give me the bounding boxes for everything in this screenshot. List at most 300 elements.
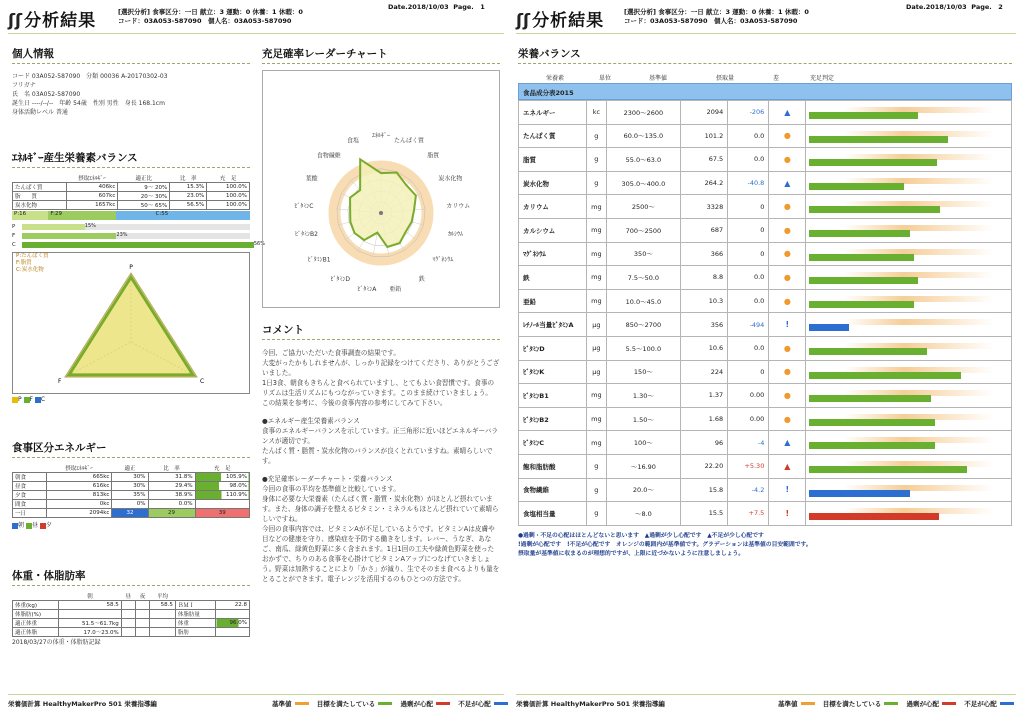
pfc-rows [12,222,265,249]
comment-paragraph: 食事のエネルギーバランスを示しています。正三角形に近いほどエネルギーバランスが適切です。 [262,427,498,445]
nutrient-bar-cell [806,360,1012,384]
nutrient-row [519,336,1012,360]
nutrient-unit: g [586,171,606,195]
comment-paragraph: 今回、ご協力いただいた食事調査の結果です。 [262,349,400,357]
judge-icon: ▲ [784,438,791,448]
header-cell: 比 率 [148,464,195,473]
table-cell: 0kc [46,500,112,509]
nutrient-intake: 15.5 [680,502,727,526]
table-cell [150,619,176,628]
table-row [13,201,250,210]
table-cell: 29.4% [148,482,195,491]
table-cell: 665kc [46,473,112,482]
nutrition-note: !過剰が心配です !不足が心配です オレンジの範囲内が基準値です。グラデーションは基準値の目安範囲です。 [518,541,812,548]
nutrient-bar-cell [806,313,1012,337]
header-cell: 朝 [59,592,121,601]
nutrient-diff: 0 [728,242,769,266]
footer-rule [8,694,504,695]
legend-under-line [494,702,508,705]
pfc-row-letter: F [12,232,16,239]
pfc-triangle-poly [69,277,193,375]
nutrient-bar-cell [806,218,1012,242]
table-cell: 39 [195,509,249,518]
nutrient-name: ﾋﾞﾀﾐﾝD [519,336,587,360]
pfc-triangle-chart [13,253,249,393]
table-row [13,473,250,482]
logo-icon: ʃʃ [516,11,531,31]
legend-over-line [942,702,956,705]
header-rule [516,33,1016,34]
nutrient-unit: kc [586,101,606,125]
nutrient-unit: g [586,478,606,502]
nutrient-row [519,454,1012,478]
nutrition-section [518,46,1012,559]
pfc-legend-item: F:脂質 [16,260,32,266]
table-cell: 32 [112,509,148,518]
table-cell [135,610,149,619]
table-cell: 朝食 [13,473,47,482]
nutrition-notes [518,532,1012,559]
nutrient-unit: mg [586,266,606,290]
nutrient-name: 脂質 [519,148,587,172]
nutrient-unit: g [586,148,606,172]
legend-ok-line [378,702,392,705]
nutrient-unit: mg [586,242,606,266]
table-row [13,610,250,619]
nutrient-row [519,384,1012,408]
page2-date: Date.2018/10/03 Page. 2 [906,3,1003,11]
table-cell: 813kc [46,491,112,500]
nutrient-name: ﾋﾞﾀﾐﾝC [519,431,587,455]
nutrient-name: 亜鉛 [519,289,587,313]
table-cell: 105.9% [195,473,249,482]
table-cell: 23.0% [170,192,207,201]
body-weight [12,568,250,647]
table-cell: 30% [112,473,148,482]
legend-under-line [1000,702,1014,705]
nutrient-row [519,431,1012,455]
nutrient-unit: μg [586,360,606,384]
pfc-row [12,222,250,231]
header-cell [13,174,67,183]
comment-paragraph: 今回の食事内容では、ビタミンAが不足しているようです。ビタミンAは皮膚や目などの健康を守り、感染症を予防する働きをします。レバー、うなぎ、あなご、南瓜、緑黄色野菜に多く含まれます。1日1回の工夫や緑黄色野菜を使ったおかずで、ちりのある食事を心掛けてビタミンAアップにつなげていきましょう。野菜は加熱することにより「かさ」が減り、生でそのまま食べるよりも量をとることができます。電子レンジを活用するのもひとつの方法です。 [262,525,500,583]
pfc-row-value: 15% [84,222,96,229]
pfc-row [12,231,250,240]
nutrient-standard: 1.30～ [606,384,680,408]
nutrition-note: ●過剰・不足の心配はほとんどないと思います ▲過剰が少し心配です ▲不足が少し心配です [518,532,764,539]
nutrient-intake: 1.37 [680,384,727,408]
nutrient-unit: μg [586,336,606,360]
legend-std-line [295,702,309,705]
radar-axis-label: ﾏｸﾞﾈｼｳﾑ [432,256,454,264]
comment-section [262,322,500,584]
judge-icon: ! [785,508,790,518]
pfc-row-value: 23% [116,231,128,238]
nutrient-row [519,502,1012,526]
header-cell: 充 足 [195,464,249,473]
meal-energy [12,440,250,529]
header-cell: 平均 [150,592,176,601]
radar-axis-label: 鉄 [418,275,425,283]
body-extra-cell: 体脂肪量 [175,610,215,619]
nutrient-bar [809,513,938,520]
judge-icon: ● [783,414,791,424]
comment-paragraph: この結果を参考に、今後の食事内容の参考にしてみて下さい。 [262,399,447,407]
radar-axis-label: 食塩 [346,137,360,145]
nutrient-diff: -494 [728,313,769,337]
nutrient-diff: 0.0 [728,266,769,290]
nutrient-bar [809,159,936,166]
judge-icon: ● [783,202,791,212]
header-rule [8,33,504,34]
comment-body [262,348,500,584]
nutrient-name: エネルギー [519,101,587,125]
comment-paragraph: ●エネルギー産生栄養素バランス [262,417,360,425]
nutrient-bar-cell [806,101,1012,125]
nutrient-name: ﾏｸﾞﾈｼｳﾑ [519,242,587,266]
nutrition-table [518,100,1012,526]
table-cell: 昼食 [13,482,47,491]
pfc-row-letter: C [12,241,16,248]
nutrient-row [519,360,1012,384]
judge-icon: ● [783,272,791,282]
table-cell [150,610,176,619]
table-cell [121,610,135,619]
nutrient-unit: mg [586,431,606,455]
nutrient-standard: 5.5～100.0 [606,336,680,360]
nutrient-diff: -40.8 [728,171,769,195]
nutrient-judge [769,336,806,360]
personal-line: コード 03A052-587090 分類 00036 A-20170302-03 [12,73,168,80]
nutrient-judge [769,218,806,242]
meal-heading: 食事区分エネルギー [12,440,250,458]
nutrient-name: 鉄 [519,266,587,290]
tri-label-p: P [129,264,133,271]
table-cell: 50～ 65% [118,201,170,210]
judge-icon: ● [783,225,791,235]
pfc-bar-f: F:29 [48,211,115,220]
nutrient-bar [809,395,931,402]
judge-icon: ● [783,249,791,259]
table-cell: 98.0% [195,482,249,491]
nutrient-row [519,124,1012,148]
page1-footer: 栄養価計算 HealthyMakerPro 501 栄養指導編 [8,700,157,708]
header-cell: 適正 [112,464,148,473]
nutrient-name: カルシウム [519,218,587,242]
comment-paragraph: ●充足確率レーダーチャート・栄養バランス [262,475,393,483]
nutrient-diff: +7.5 [728,502,769,526]
nutrient-bar-cell [806,148,1012,172]
judge-icon: ● [783,367,791,377]
nutrient-row [519,289,1012,313]
nutrient-judge [769,124,806,148]
pfc-row-track [22,240,265,248]
nutrient-name: 炭水化物 [519,171,587,195]
table-cell: 35% [112,491,148,500]
nutrient-diff: 0.00 [728,384,769,408]
nutrient-judge [769,478,806,502]
table-cell: 100.0% [207,192,250,201]
table-cell: 一日 [13,509,47,518]
nutrient-judge [769,313,806,337]
nutrient-judge [769,384,806,408]
nutrient-bar [809,490,910,497]
nutrient-name: ﾚﾁﾉｰﾙ当量ﾋﾞﾀﾐﾝA [519,313,587,337]
radar-axis-label: 亜鉛 [389,286,402,294]
table-cell: 2094kc [46,509,112,518]
nutrient-judge [769,502,806,526]
nutrient-intake: 264.2 [680,171,727,195]
nutrition-table-title: 食品成分表2015 [518,83,1012,100]
nutrient-standard: 100～ [606,431,680,455]
table-cell: 56.5% [170,201,207,210]
radar-section [262,46,500,308]
body-extra-cell [216,610,250,619]
body-note: 2018/03/27の体重・体脂肪記録 [12,639,101,646]
table-cell: 100.0% [207,201,250,210]
header-cell [13,464,47,473]
nutrient-row [519,266,1012,290]
nutrient-diff: -4 [728,431,769,455]
pfc-triangle-box [12,252,250,394]
nutrient-standard: 2300～2600 [606,101,680,125]
body-extra-cell: 体重 [175,619,215,628]
table-cell: 9～ 20% [118,183,170,192]
table-cell: 15.3% [170,183,207,192]
nutrient-intake: 15.8 [680,478,727,502]
nutrient-standard: 7.5～50.0 [606,266,680,290]
personal-info [12,46,250,117]
nutrient-bar-cell [806,384,1012,408]
table-cell: 1657kc [66,201,118,210]
radar-chart [263,71,499,307]
nutrient-diff: 0 [728,195,769,219]
table-row [13,601,250,610]
nutrient-intake: 101.2 [680,124,727,148]
nutrient-bar [809,442,934,449]
nutrient-unit: mg [586,195,606,219]
nutrient-judge [769,242,806,266]
nutrient-row [519,407,1012,431]
nutrient-standard: 20.0～ [606,478,680,502]
nutrition-heading: 栄養バランス [518,46,1012,64]
pfc-legend-item: P:たんぱく質 [16,253,49,259]
nutrition-column-header: 充足判定 [809,75,834,82]
table-cell [135,601,149,610]
table-row [13,628,250,637]
nutrient-bar [809,206,940,213]
table-cell: 31.8% [148,473,195,482]
legend-over-line [436,702,450,705]
personal-line: フリガナ [12,82,36,89]
nutrient-standard: 60.0～135.0 [606,124,680,148]
nutrient-standard: ～8.0 [606,502,680,526]
table-cell: 51.5～61.7kg [59,619,121,628]
pfc-row-track [22,233,250,239]
comment-paragraph: 身体に必要な大栄養素（たんぱく質・脂質・炭水化物）がほとんど摂れています。また、身体の調子を整えるビタミン・ミネラルもほとんど摂れていて素晴らしいですね。 [262,495,499,523]
nutrient-standard: 1.50～ [606,407,680,431]
header-cell: 比 率 [170,174,207,183]
nutrient-diff: +5.30 [728,454,769,478]
nutrient-bar [809,277,917,284]
nutrient-standard: 2500～ [606,195,680,219]
personal-heading: 個人情報 [12,46,250,64]
body-extra-cell: 96.0% [216,619,250,628]
nutrient-bar-cell [806,242,1012,266]
table-cell [135,619,149,628]
header-cell: 摂取ｴﾈﾙｷﾞｰ [46,464,112,473]
nutrient-row [519,148,1012,172]
radar-axis-label: ﾋﾞﾀﾐﾝC [294,202,314,210]
nutrient-bar [809,372,961,379]
nutrient-standard: ～16.90 [606,454,680,478]
table-row [13,500,250,509]
body-extra-cell: 22.8 [216,601,250,610]
nutrient-name: 食物繊維 [519,478,587,502]
nutrient-row [519,195,1012,219]
table-row [13,183,250,192]
nutrient-unit: g [586,502,606,526]
comment-paragraph: 大変がったかもしれませんが、しっかり記録をつけてくださり、ありがとうございました。 [262,359,500,377]
nutrient-judge [769,195,806,219]
radar-axis-label: ﾋﾞﾀﾐﾝB2 [294,231,318,239]
table-cell: 体脂肪(%) [13,610,59,619]
table-cell: 0.0% [148,500,195,509]
radar-heading: 充足確率レーダーチャート [262,46,500,64]
nutrition-column-header: 摂取量 [715,75,734,82]
nutrient-intake: 356 [680,313,727,337]
nutrition-columns [518,73,1012,83]
nutrition-note: 摂取量が基準値に収まるのが理想的ですが、上限に近づかないように注意しましょう。 [518,550,745,557]
nutrient-standard: 700～2500 [606,218,680,242]
nutrient-intake: 3328 [680,195,727,219]
radar-axis-label: 炭水化物 [438,175,463,183]
nutrient-row [519,478,1012,502]
table-header [13,592,250,601]
nutrient-judge [769,360,806,384]
radar-box [262,70,500,308]
header-cell: 夜 [135,592,149,601]
table-cell: 58.5 [59,601,121,610]
page1-legend: 基準値 目標を満たしている 過剰が心配 不足が心配 [272,699,514,708]
nutrient-row [519,101,1012,125]
nutrient-bar-cell [806,124,1012,148]
radar-center [379,211,383,215]
nutrient-judge [769,148,806,172]
pfc-ratio-bar [12,211,250,220]
nutrition-column-header: 基準値 [648,75,667,82]
nutrient-diff: 0 [728,360,769,384]
radar-axis-label: 葉酸 [305,175,318,183]
nutrient-judge [769,431,806,455]
nutrient-intake: 1.68 [680,407,727,431]
page2-legend: 基準値 目標を満たしている 過剰が心配 不足が心配 [778,699,1020,708]
pfc-row-fill [22,242,254,248]
table-cell [135,628,149,637]
body-heading: 体重・体脂肪率 [12,568,250,586]
pfc-bar-c: C:55 [116,211,250,220]
table-cell [121,601,135,610]
nutrient-bar [809,136,948,143]
table-header [13,464,250,473]
table-cell [59,610,121,619]
header-cell: 充 足 [207,174,250,183]
nutrient-unit: mg [586,384,606,408]
nutrient-bar-cell [806,407,1012,431]
nutrient-row [519,313,1012,337]
nutrient-bar [809,112,917,119]
table-cell: 17.0～23.0% [59,628,121,637]
nutrient-name: ﾋﾞﾀﾐﾝK [519,360,587,384]
radar-axis-label: ﾋﾞﾀﾐﾝD [330,275,351,283]
nutrient-judge [769,407,806,431]
page1-date: Date.2018/10/03 Page. 1 [388,3,485,11]
body-extra-cell [216,628,250,637]
nutrient-standard: 850～2700 [606,313,680,337]
tri-label-f: F [58,378,62,385]
nutrient-judge [769,454,806,478]
meal-checkboxes: 朝 昼 夕 [12,520,250,529]
nutrient-name: 食塩相当量 [519,502,587,526]
nutrient-unit: mg [586,218,606,242]
nutrition-column-header: 差 [772,75,779,82]
page2-footer: 栄養価計算 HealthyMakerPro 501 栄養指導編 [516,700,665,708]
nutrient-bar [809,348,927,355]
nutrient-bar [809,301,914,308]
nutrient-bar [809,230,910,237]
personal-line: 誕生日 ----/--/-- 年齢 54歳 性別 男性 身長 168.1cm [12,100,165,107]
judge-icon: ● [783,131,791,141]
header-cell: 適正比 [118,174,170,183]
body-table [12,592,250,637]
nutrient-intake: 366 [680,242,727,266]
nutrient-unit: g [586,454,606,478]
nutrient-intake: 67.5 [680,148,727,172]
radar-axis-label: ﾋﾞﾀﾐﾝA [357,286,377,294]
header-cell [13,592,59,601]
nutrient-diff: 0.0 [728,148,769,172]
nutrient-intake: 687 [680,218,727,242]
table-cell: 適正体脂 [13,628,59,637]
nutrient-name: 飽和脂肪酸 [519,454,587,478]
nutrient-judge [769,289,806,313]
logo-icon: ʃʃ [8,11,23,31]
nutrient-intake: 22.20 [680,454,727,478]
table-cell: 58.5 [150,601,176,610]
nutrient-bar-cell [806,454,1012,478]
nutrient-unit: μg [586,313,606,337]
table-cell [121,628,135,637]
body-extra-cell: ＢＭＩ [175,601,215,610]
nutrient-row [519,218,1012,242]
nutrient-diff: -4.2 [728,478,769,502]
meal-table [12,464,250,518]
pfc-bar-p: P:16 [12,211,48,220]
table-cell: 30% [112,482,148,491]
nutrient-judge [769,266,806,290]
personal-line: 氏 名 03A052-587090 [12,91,81,98]
judge-icon: ! [785,485,790,495]
nutrient-intake: 10.3 [680,289,727,313]
pfc-row [12,240,265,249]
nutrition-column-header: 単位 [598,75,611,82]
personal-lines [12,72,250,117]
table-row [13,619,250,628]
table-cell: 0% [112,500,148,509]
judge-icon: ! [785,320,790,330]
nutrient-bar-cell [806,195,1012,219]
radar-axis-label: カリウム [446,202,471,210]
